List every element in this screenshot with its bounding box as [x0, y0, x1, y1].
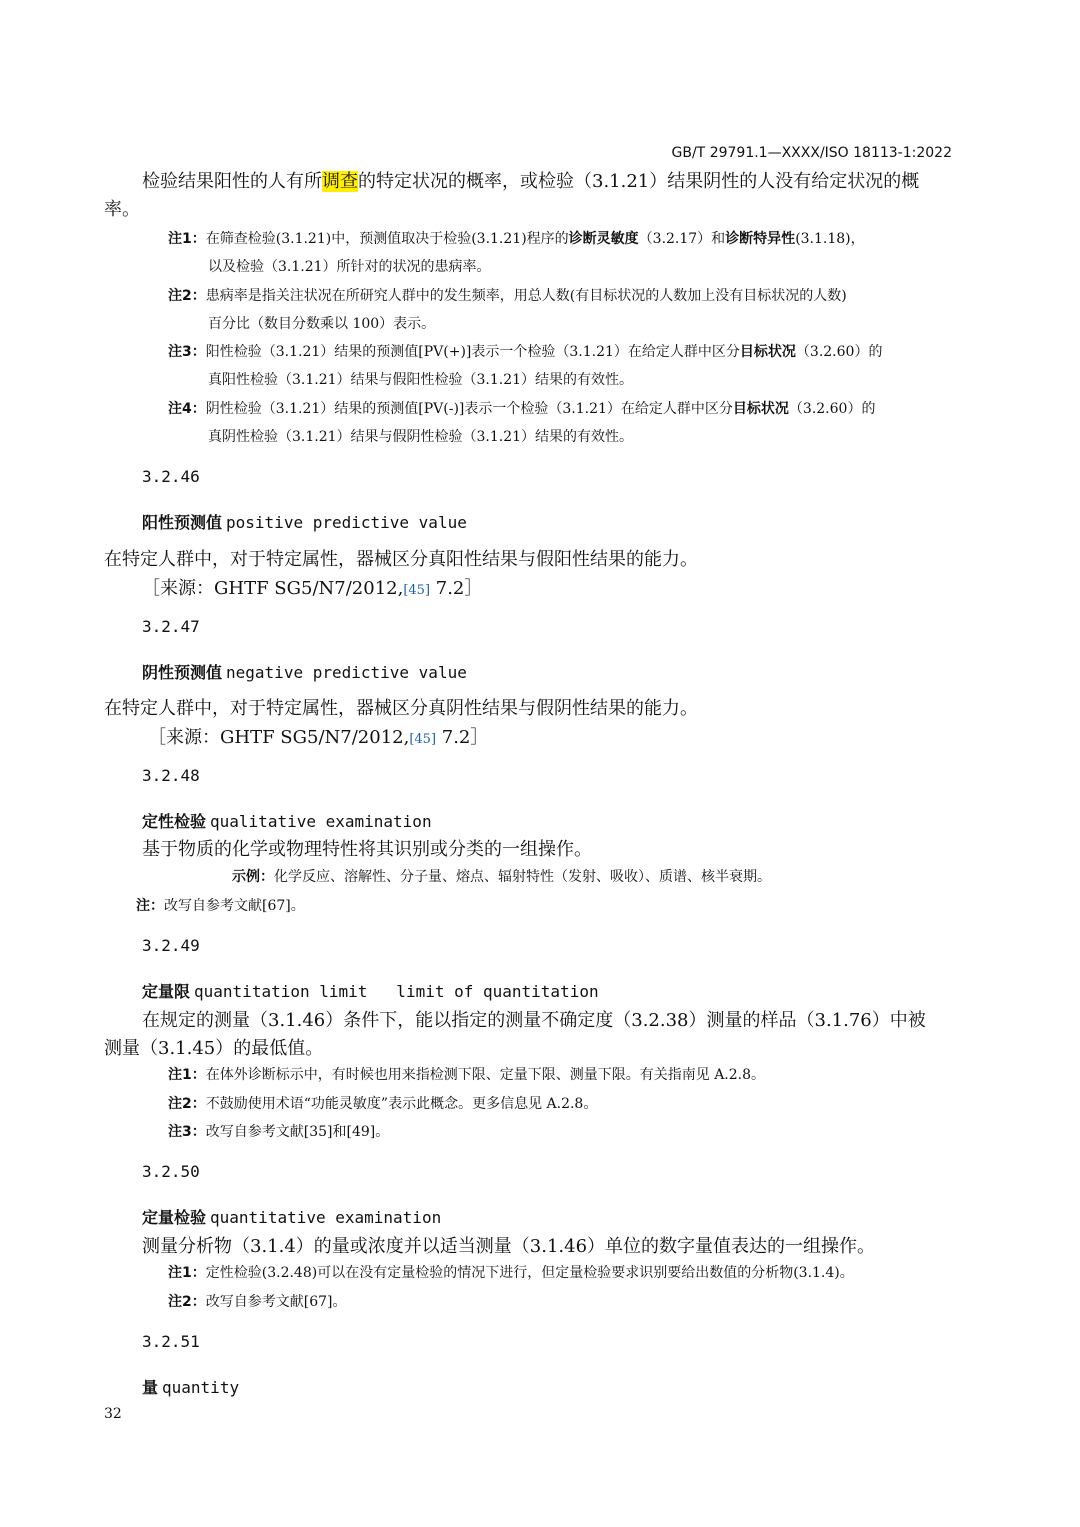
note-label: 注3：	[168, 344, 206, 360]
note-label: 注1：	[168, 1067, 206, 1083]
document-header-id: GB/T 29791.1—XXXX/ISO 18113-1:2022	[671, 145, 952, 161]
note-label: 注2：	[168, 288, 206, 304]
text-run: 患病率是指关注状况在所研究人群中的发生频率，用总人数(有目标状况的人数加上没有目标状况的人数)	[205, 288, 847, 304]
note-line: 百分比（数目分数乘以 100）表示。	[208, 316, 436, 332]
note-line	[168, 1291, 347, 1311]
highlighted-text: 调查	[322, 171, 358, 192]
bold-term: 目标状况	[732, 401, 789, 417]
term-chinese: 阳性预测值	[142, 513, 223, 532]
note-line	[168, 228, 865, 248]
text-run: 定性检验(3.2.48)可以在没有定量检验的情况下进行，但定量检验要求识别要给出数值的分析物(3.1.4)。	[205, 1265, 854, 1281]
source-citation	[142, 574, 482, 600]
bold-term: 目标状况	[739, 344, 796, 360]
note-label: 注2：	[168, 1096, 206, 1112]
term-chinese: 定量检验	[142, 1208, 207, 1227]
text-run: 7.2］	[436, 727, 489, 748]
text-run: 改写自参考文献[67]。	[164, 898, 305, 914]
text-run: 在筛查检验(3.1.21)中，预测值取决于检验(3.1.21)程序的	[205, 231, 569, 247]
note-label: 注1：	[168, 231, 206, 247]
page-number: 32	[104, 1406, 122, 1422]
paragraph-line: 率。	[104, 199, 140, 220]
term-english: quantitative examination	[210, 1208, 442, 1227]
term-heading	[142, 979, 599, 1002]
term-chinese: 量	[142, 1378, 159, 1397]
note-line	[168, 398, 875, 418]
section-number: 3.2.46	[142, 467, 200, 486]
term-english: positive predictive value	[226, 513, 467, 532]
text-run: 不鼓励使用术语“功能灵敏度”表示此概念。更多信息见 A.2.8。	[205, 1096, 598, 1112]
text-run: 化学反应、溶解性、分子量、熔点、辐射特性（发射、吸收）、质谱、核半衰期。	[274, 869, 771, 885]
text-run: 检验结果阳性的人有所	[142, 171, 322, 192]
note-line	[136, 895, 305, 915]
term-english: quantitation limit limit of quantitation	[194, 982, 599, 1001]
note-line: 真阳性检验（3.1.21）结果与假阳性检验（3.1.21）结果的有效性。	[208, 372, 634, 388]
note-line: 以及检验（3.1.21）所针对的状况的患病率。	[208, 259, 491, 275]
text-run: 阳性检验（3.1.21）结果的预测值[PV(+)]表示一个检验（3.1.21）在给定人群中区分	[205, 344, 740, 360]
text-run: ［来源：GHTF SG5/N7/2012,	[142, 578, 404, 599]
text-run: ［来源：GHTF SG5/N7/2012,	[148, 727, 410, 748]
source-citation	[148, 723, 488, 749]
text-run: 改写自参考文献[67]。	[205, 1294, 347, 1310]
definition-text: 测量（3.1.45）的最低值。	[104, 1038, 324, 1059]
note-line	[168, 341, 882, 361]
definition-text: 测量分析物（3.1.4）的量或浓度并以适当测量（3.1.46）单位的数字量值表达的一组操作。	[142, 1236, 876, 1257]
note-line	[168, 1064, 765, 1084]
text-run: 改写自参考文献[35]和[49]。	[205, 1124, 390, 1140]
note-line	[168, 1262, 854, 1282]
term-english: qualitative examination	[210, 812, 432, 831]
paragraph-line	[142, 167, 919, 193]
text-run: (3.1.18)，	[795, 231, 865, 247]
note-line: 真阴性检验（3.1.21）结果与假阴性检验（3.1.21）结果的有效性。	[208, 429, 634, 445]
term-heading	[142, 809, 432, 832]
section-number: 3.2.47	[142, 617, 200, 636]
term-chinese: 定量限	[142, 982, 191, 1001]
text-run: （3.2.60）的	[795, 344, 883, 360]
term-english: negative predictive value	[226, 663, 467, 682]
note-label: 注：	[136, 898, 164, 914]
term-chinese: 阴性预测值	[142, 663, 223, 682]
text-run: （3.2.60）的	[788, 401, 876, 417]
note-line	[168, 1121, 389, 1141]
definition-text: 在特定人群中，对于特定属性，器械区分真阳性结果与假阳性结果的能力。	[104, 549, 698, 570]
bold-term: 诊断灵敏度	[568, 231, 639, 247]
section-number: 3.2.51	[142, 1332, 200, 1351]
example-line	[232, 866, 771, 886]
note-label: 注2：	[168, 1294, 206, 1310]
term-heading	[142, 1375, 239, 1398]
definition-text: 在规定的测量（3.1.46）条件下，能以指定的测量不确定度（3.2.38）测量的样品（3.1.76）中被	[142, 1010, 926, 1031]
note-label: 注4：	[168, 401, 206, 417]
section-number: 3.2.49	[142, 936, 200, 955]
definition-text: 在特定人群中，对于特定属性，器械区分真阴性结果与假阴性结果的能力。	[104, 698, 698, 719]
term-english: quantity	[162, 1378, 240, 1397]
definition-text: 基于物质的化学或物理特性将其识别或分类的一组操作。	[142, 839, 592, 860]
section-number: 3.2.48	[142, 766, 200, 785]
text-run: 在体外诊断标示中，有时候也用来指检测下限、定量下限、测量下限。有关指南见 A.2.8。	[205, 1067, 766, 1083]
text-run: 阴性检验（3.1.21）结果的预测值[PV(-)]表示一个检验（3.1.21）在给定人群中区分	[205, 401, 733, 417]
reference-link[interactable]: [45]	[409, 732, 437, 747]
note-line	[168, 285, 847, 305]
note-label: 注3：	[168, 1124, 206, 1140]
example-label: 示例：	[232, 869, 274, 885]
text-run: 的特定状况的概率，或检验（3.1.21）结果阴性的人没有给定状况的概	[358, 171, 920, 192]
term-heading	[142, 510, 467, 533]
term-heading	[142, 1205, 441, 1228]
note-line	[168, 1093, 597, 1113]
bold-term: 诊断特异性	[725, 231, 796, 247]
section-number: 3.2.50	[142, 1162, 200, 1181]
text-run: （3.2.17）和	[638, 231, 726, 247]
text-run: 7.2］	[430, 578, 483, 599]
term-heading	[142, 660, 467, 683]
note-label: 注1：	[168, 1265, 206, 1281]
term-chinese: 定性检验	[142, 812, 207, 831]
reference-link[interactable]: [45]	[403, 583, 431, 598]
